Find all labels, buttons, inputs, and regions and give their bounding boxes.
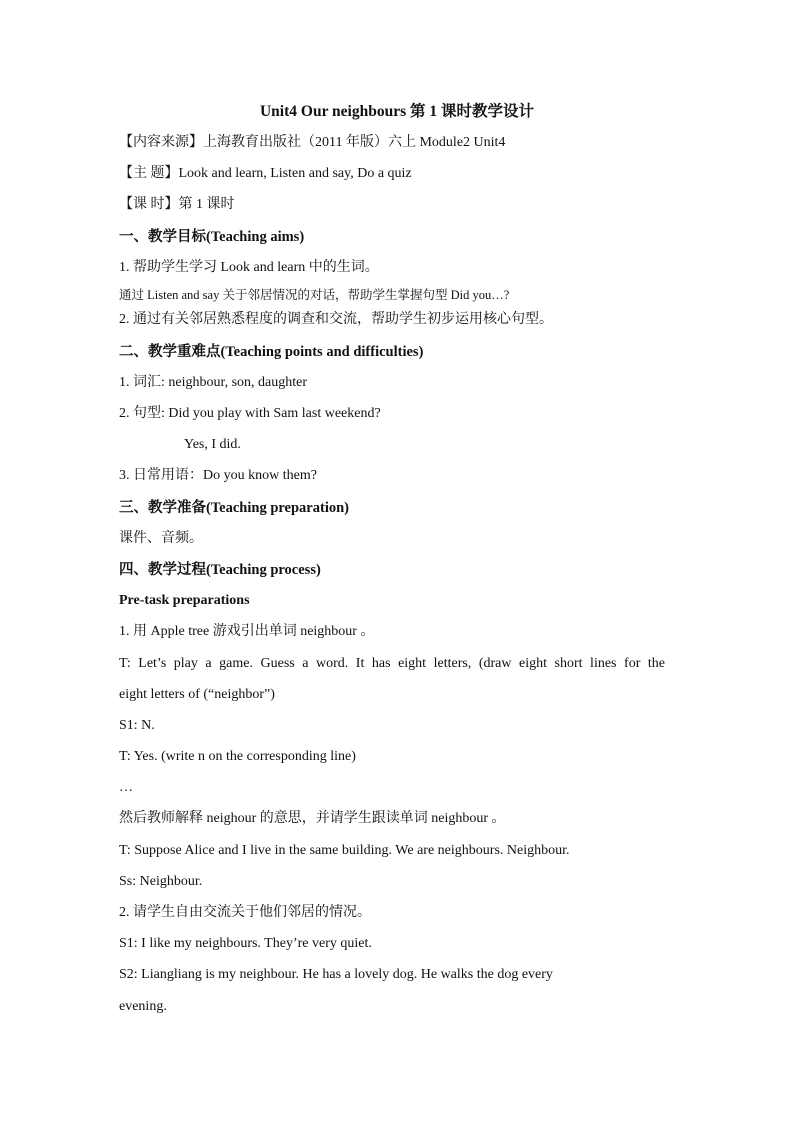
dialogue-line-students: Ss: Neighbour. bbox=[119, 874, 203, 889]
aim-item-1: 1. 帮助学生学习 Look and learn 中的生词。 bbox=[119, 260, 379, 275]
section-heading-process: 四、教学过程(Teaching process) bbox=[119, 562, 321, 578]
content-source: 【内容来源】上海教育出版社（2011 年版）六上 Module2 Unit4 bbox=[119, 135, 506, 150]
dialogue-line-teacher-3: T: Suppose Alice and I live in the same building. We are neighbours. Neighbour. bbox=[119, 843, 570, 858]
subheading-pre-task: Pre-task preparations bbox=[119, 593, 250, 608]
dialogue-line-student-1b: S1: I like my neighbours. They’re very quiet. bbox=[119, 936, 372, 951]
key-point-vocabulary: 1. 词汇: neighbour, son, daughter bbox=[119, 375, 308, 390]
dialogue-line-student-2: S2: Liangliang is my neighbour. He has a lovely dog. He walks the dog every bbox=[119, 967, 553, 982]
dialogue-line-teacher-1: T: Let’s play a game. Guess a word. It has eight letters, (draw eight short lines for the bbox=[119, 656, 665, 671]
teacher-explanation: 然后教师解释 neighour 的意思，并请学生跟读单词 neighbour 。 bbox=[119, 811, 506, 826]
dialogue-line-student-2-cont: evening. bbox=[119, 999, 167, 1014]
key-point-sentence: 2. 句型: Did you play with Sam last weekend? bbox=[119, 406, 381, 421]
key-point-daily-expression: 3. 日常用语：Do you know them? bbox=[119, 468, 317, 483]
section-heading-key-points: 二、教学重难点(Teaching points and difficulties) bbox=[119, 344, 424, 360]
key-point-sentence-answer: Yes, I did. bbox=[184, 437, 241, 452]
preparation-text: 课件、音频。 bbox=[119, 531, 203, 546]
section-heading-preparation: 三、教学准备(Teaching preparation) bbox=[119, 500, 349, 516]
process-step-1: 1. 用 Apple tree 游戏引出单词 neighbour 。 bbox=[119, 624, 375, 639]
dialogue-line-teacher-1-cont: eight letters of (“neighbor”) bbox=[119, 687, 275, 702]
document-title: Unit4 Our neighbours 第 1 课时教学设计 bbox=[259, 103, 534, 120]
lesson-period: 【课 时】第 1 课时 bbox=[119, 197, 235, 212]
dialogue-line-teacher-2: T: Yes. (write n on the corresponding line) bbox=[119, 749, 356, 764]
aim-item-2: 2. 通过有关邻居熟悉程度的调查和交流，帮助学生初步运用核心句型。 bbox=[119, 312, 553, 327]
dialogue-line-student-1: S1: N. bbox=[119, 718, 155, 733]
ellipsis: … bbox=[119, 780, 133, 795]
aim-item-1-detail: 通过 Listen and say 关于邻居情况的对话，帮助学生掌握句型 Did you…? bbox=[119, 288, 510, 302]
topic-line: 【主 题】Look and learn, Listen and say, Do a quiz bbox=[119, 166, 412, 181]
process-step-2: 2. 请学生自由交流关于他们邻居的情况。 bbox=[119, 905, 371, 920]
section-heading-aims: 一、教学目标(Teaching aims) bbox=[119, 229, 305, 245]
